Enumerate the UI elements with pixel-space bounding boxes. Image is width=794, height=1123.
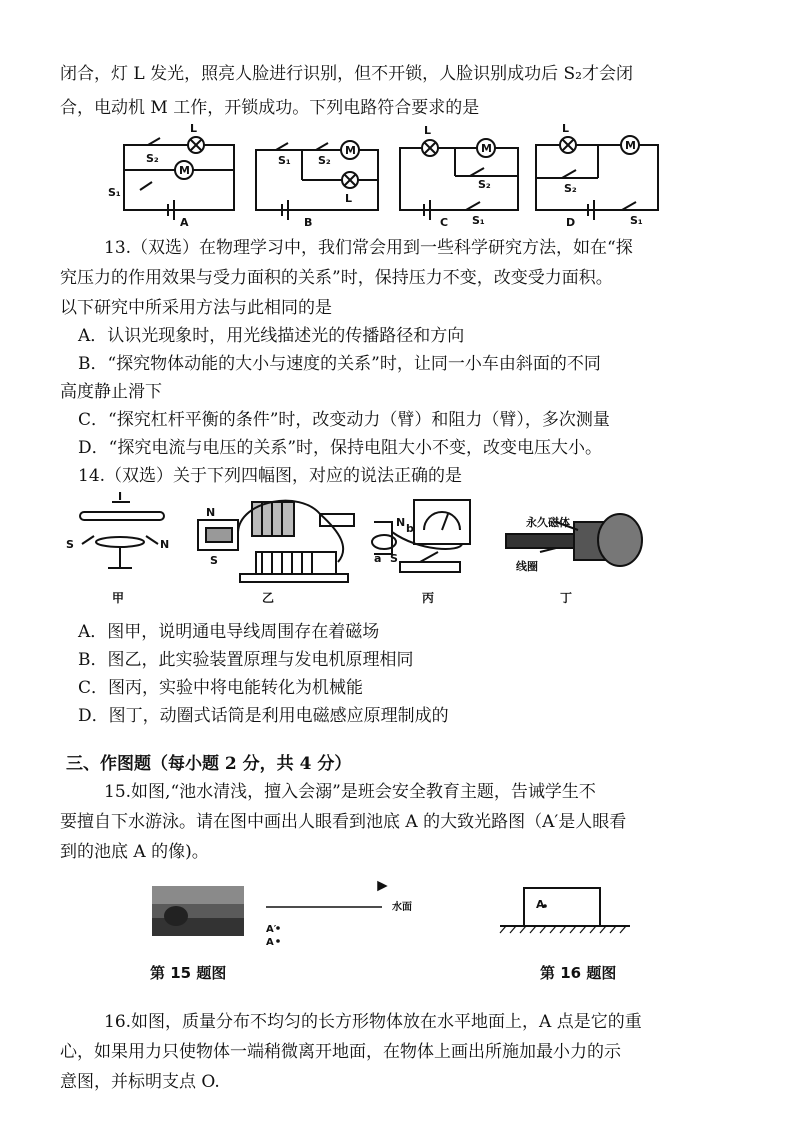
figure-jia-n-label: N [160,538,170,551]
q13-stem-line1: 13.（双选）在物理学习中，我们常会用到一些科学研究方法，如在“探 [104,238,633,258]
figure-bing-s-label: S [390,552,398,565]
circuit-a-label: A [180,216,189,229]
q14-option-c: C．图丙，实验中将电能转化为机械能 [78,678,364,698]
q12-line1: 闭合，灯 L 发光，照亮人脸进行识别，但不开锁，人脸识别成功后 S₂才会闭 [60,64,633,84]
q15-water-label: 水面 [392,902,412,913]
circuit-b-s2-label: S₂ [318,154,331,167]
q15-a-point [276,939,280,943]
circuit-c-lamp-label: L [424,124,432,137]
q14-option-d: D．图丁，动圈式话筒是利用电磁感应原理制成的 [78,706,449,726]
q15-caption: 第 15 题图 [150,964,227,982]
circuit-d-s2-label: S₂ [564,182,577,195]
circuit-b-lamp-label: L [345,192,353,205]
figure-yi-caption: 乙 [262,591,275,605]
q16-stem-line2: 心，如果用力只使物体一端稍微离开地面，在物体上画出所施加最小力的示 [60,1042,621,1062]
q16-stem-line1: 16.如图，质量分布不均匀的长方形物体放在水平地面上，A 点是它的重 [104,1012,642,1032]
q13-option-a: A．认识光现象时，用光线描述光的传播路径和方向 [78,326,465,346]
circuit-b-s1-label: S₁ [278,154,291,167]
q15-stem-line2: 要擅自下水游泳。请在图中画出人眼看到池底 A 的大致光路图（A′是人眼看 [60,812,627,832]
q12-circuits [0,120,794,240]
q14-option-b: B．图乙，此实验装置原理与发电机原理相同 [78,650,414,670]
figure-yi-n-label: N [206,506,216,519]
figure-bing-b-label: b [406,522,414,535]
q16-a-label: A [536,898,545,911]
circuit-a-s2-label: S₂ [146,152,159,165]
q13-stem-line2: 究压力的作用效果与受力面积的关系”时，保持压力不变，改变受力面积。 [60,268,613,288]
q15-q16-figures [0,878,794,958]
figure-jia-s-label: S [66,538,74,551]
figure-ding-caption: 丁 [560,591,573,605]
q15-a-label: A [266,937,274,948]
circuit-c-label: C [440,216,449,229]
figure-ding-magnet-label: 永久磁体 [526,516,570,529]
circuit-d-lamp-label: L [562,122,570,135]
circuit-a-lamp-label: L [190,122,198,135]
circuit-a [124,137,234,220]
circuit-a-s1-label: S₁ [108,186,121,199]
circuit-c [400,139,518,220]
figure-jia [80,502,164,568]
q15-stem-line3: 到的池底 A 的像)。 [60,842,209,862]
figure-jia-current-label: I [118,490,123,503]
circuit-d-motor-label: M [625,139,636,152]
q13-option-c: C．“探究杠杆平衡的条件”时，改变动力（臂）和阻力（臂），多次测量 [78,410,610,430]
circuit-d-s1-label: S₁ [630,214,643,227]
figure-ding-coil-label: 线圈 [516,560,538,573]
q14-stem: 14.（双选）关于下列四幅图，对应的说法正确的是 [78,466,463,486]
figure-jia-caption: 甲 [112,591,125,605]
circuit-c-s2-label: S₂ [478,178,491,191]
circuit-c-s1-label: S₁ [472,214,485,227]
figure-bing-a-label: a [374,552,382,565]
circuit-a-motor-label: M [179,164,190,177]
q13-option-b-line2: 高度静止滑下 [60,382,162,402]
figure-yi [198,501,354,582]
q16-figure [500,888,630,933]
circuit-b-label: B [304,216,313,229]
q14-figures [0,492,794,612]
q15-a-prime-point [276,926,280,930]
circuit-d [536,136,658,220]
figure-bing [372,500,470,572]
section-3-heading: 三、作图题（每小题 2 分，共 4 分） [66,754,352,774]
figure-yi-s-label: S [210,554,218,567]
q13-stem-line3: 以下研究中所采用方法与此相同的是 [60,298,332,318]
q13-option-b-line1: B．“探究物体动能的大小与速度的关系”时，让同一小车由斜面的不同 [78,354,601,374]
q15-eye-icon [378,882,386,890]
circuit-b [256,141,378,220]
q15-photo [152,886,244,936]
circuit-d-label: D [566,216,576,229]
figure-bing-n-label: N [396,516,406,529]
q14-option-a: A．图甲，说明通电导线周围存在着磁场 [78,622,380,642]
circuit-c-motor-label: M [481,142,492,155]
q12-line2: 合，电动机 M 工作，开锁成功。下列电路符合要求的是 [60,98,480,118]
figure-bing-caption: 丙 [422,591,435,605]
circuit-b-motor-label: M [345,144,356,157]
q16-caption: 第 16 题图 [540,964,617,982]
q16-stem-line3: 意图，并标明支点 O. [60,1072,220,1092]
q13-option-d: D．“探究电流与电压的关系”时，保持电阻大小不变，改变电压大小。 [78,438,603,458]
q15-a-prime-label: A′ [266,924,277,935]
q15-stem-line1: 15.如图,“池水清浅，擅入会溺”是班会安全教育主题，告诫学生不 [104,782,596,802]
